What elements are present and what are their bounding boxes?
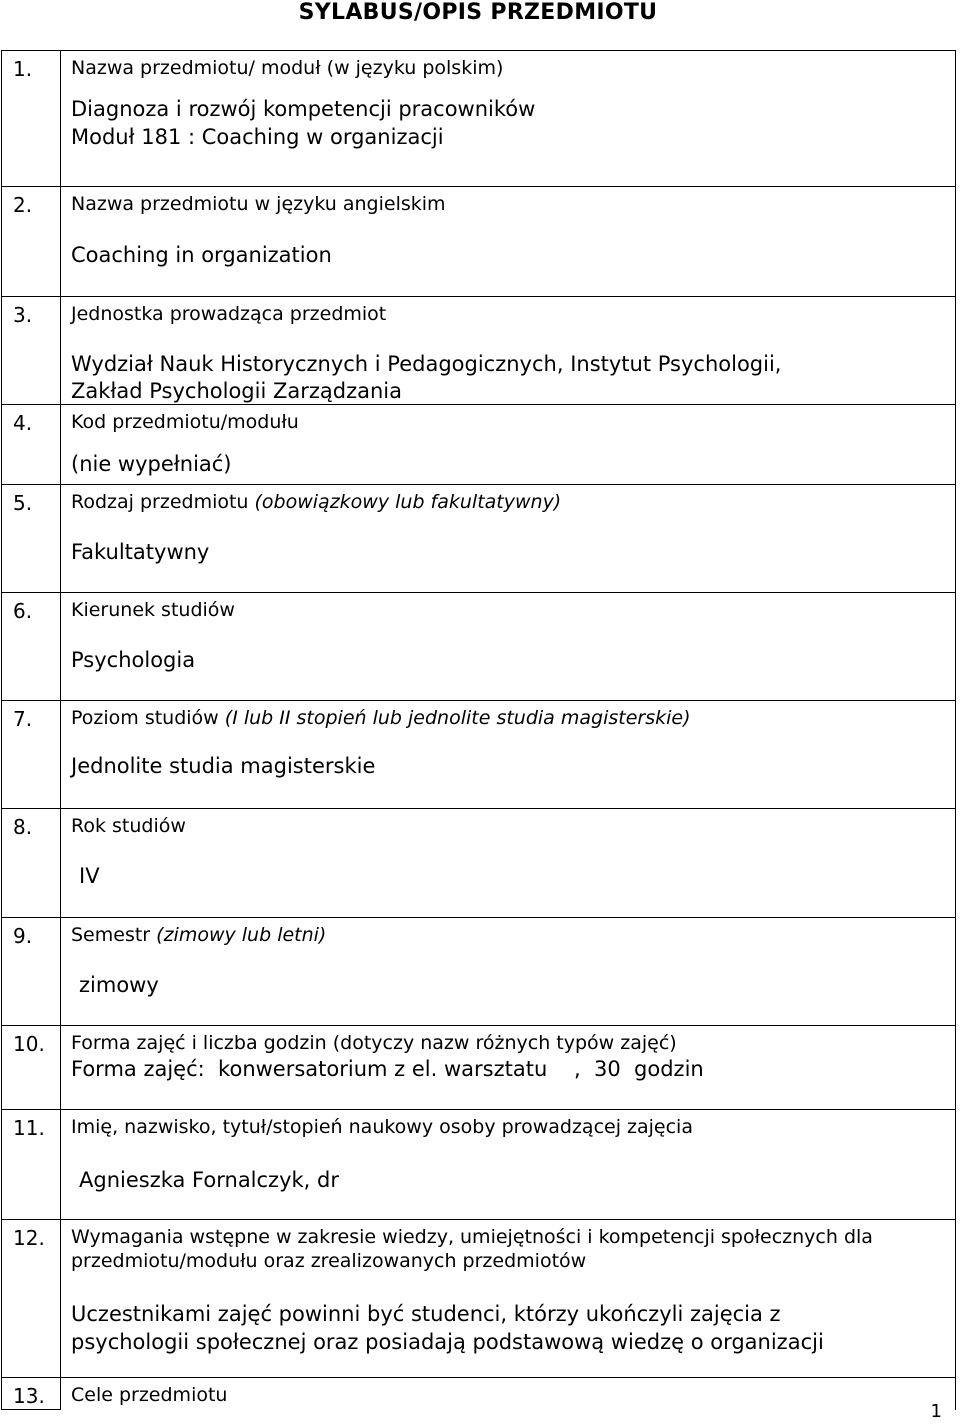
row-number: 13. bbox=[2, 1378, 61, 1410]
field-label: Rok studiów bbox=[71, 815, 186, 837]
field-value: Uczestnikami zajęć powinni być studenci, którzy ukończyli zajęcia z bbox=[71, 1302, 781, 1326]
field-label: przedmiotu/modułu oraz zrealizowanych przedmiotów bbox=[71, 1250, 587, 1272]
table-row bbox=[2, 809, 956, 918]
field-value: Jednolite studia magisterskie bbox=[71, 754, 376, 778]
table-row bbox=[2, 1110, 956, 1220]
field-label: Semestr (zimowy lub letni) bbox=[71, 924, 327, 946]
page-number: 1 bbox=[930, 1401, 942, 1422]
table-row bbox=[2, 593, 956, 701]
field-value: Coaching in organization bbox=[71, 243, 332, 267]
row-number: 2. bbox=[2, 187, 61, 297]
table-row bbox=[2, 701, 956, 809]
row-number: 10. bbox=[2, 1026, 61, 1110]
field-value: Zakład Psychologii Zarządzania bbox=[71, 379, 402, 403]
field-label: Poziom studiów (I lub II stopień lub jednolite studia magisterskie) bbox=[71, 707, 691, 729]
row-number: 8. bbox=[2, 809, 61, 918]
page-title: SYLABUS/OPIS PRZEDMIOTU bbox=[298, 0, 658, 25]
field-label: Nazwa przedmiotu w języku angielskim bbox=[71, 193, 446, 215]
row-number: 11. bbox=[2, 1110, 61, 1220]
field-label: Imię, nazwisko, tytuł/stopień naukowy osoby prowadzącej zajęcia bbox=[71, 1116, 693, 1138]
row-number: 9. bbox=[2, 918, 61, 1026]
table-row bbox=[2, 1220, 956, 1378]
table-row bbox=[2, 187, 956, 297]
table-row bbox=[2, 1026, 956, 1110]
field-value: Diagnoza i rozwój kompetencji pracowników bbox=[71, 97, 536, 121]
table-row bbox=[2, 485, 956, 593]
field-value: Fakultatywny bbox=[71, 540, 210, 564]
field-value: IV bbox=[79, 864, 100, 888]
field-label: Cele przedmiotu bbox=[71, 1384, 228, 1406]
field-value: Wydział Nauk Historycznych i Pedagogicznych, Instytut Psychologii, bbox=[71, 352, 782, 376]
table-row bbox=[2, 51, 956, 187]
row-number: 12. bbox=[2, 1220, 61, 1378]
row-number: 7. bbox=[2, 701, 61, 809]
field-value: Moduł 181 : Coaching w organizacji bbox=[71, 125, 444, 149]
field-value: Psychologia bbox=[71, 648, 196, 672]
table-row bbox=[2, 1378, 956, 1410]
row-number: 6. bbox=[2, 593, 61, 701]
field-label-note: (zimowy lub letni) bbox=[156, 924, 327, 946]
field-label: Rodzaj przedmiotu (obowiązkowy lub fakultatywny) bbox=[71, 491, 562, 513]
field-value: Agnieszka Fornalczyk, dr bbox=[79, 1168, 339, 1192]
table-row bbox=[2, 297, 956, 405]
field-label: Wymagania wstępne w zakresie wiedzy, umiejętności i kompetencji społecznych dla bbox=[71, 1226, 873, 1248]
syllabus-table bbox=[1, 50, 956, 1410]
field-label: Nazwa przedmiotu/ moduł (w języku polskim) bbox=[71, 57, 504, 79]
row-number: 4. bbox=[2, 405, 61, 485]
field-label: Forma zajęć i liczba godzin (dotyczy nazw różnych typów zajęć) bbox=[71, 1032, 677, 1054]
field-label: Jednostka prowadząca przedmiot bbox=[71, 303, 387, 325]
field-value: zimowy bbox=[79, 973, 159, 997]
field-label-note: (obowiązkowy lub fakultatywny) bbox=[254, 491, 562, 513]
table-row bbox=[2, 918, 956, 1026]
row-number: 5. bbox=[2, 485, 61, 593]
field-label: Kod przedmiotu/modułu bbox=[71, 411, 299, 433]
field-value: Forma zajęć: konwersatorium z el. warsztatu , 30 godzin bbox=[71, 1057, 704, 1081]
row-number: 1. bbox=[2, 51, 61, 187]
table-row bbox=[2, 405, 956, 485]
row-number: 3. bbox=[2, 297, 61, 405]
field-label-note: (I lub II stopień lub jednolite studia magisterskie) bbox=[224, 707, 691, 729]
field-value: psychologii społecznej oraz posiadają podstawową wiedzę o organizacji bbox=[71, 1330, 824, 1354]
field-value: (nie wypełniać) bbox=[71, 452, 232, 476]
field-label: Kierunek studiów bbox=[71, 599, 235, 621]
